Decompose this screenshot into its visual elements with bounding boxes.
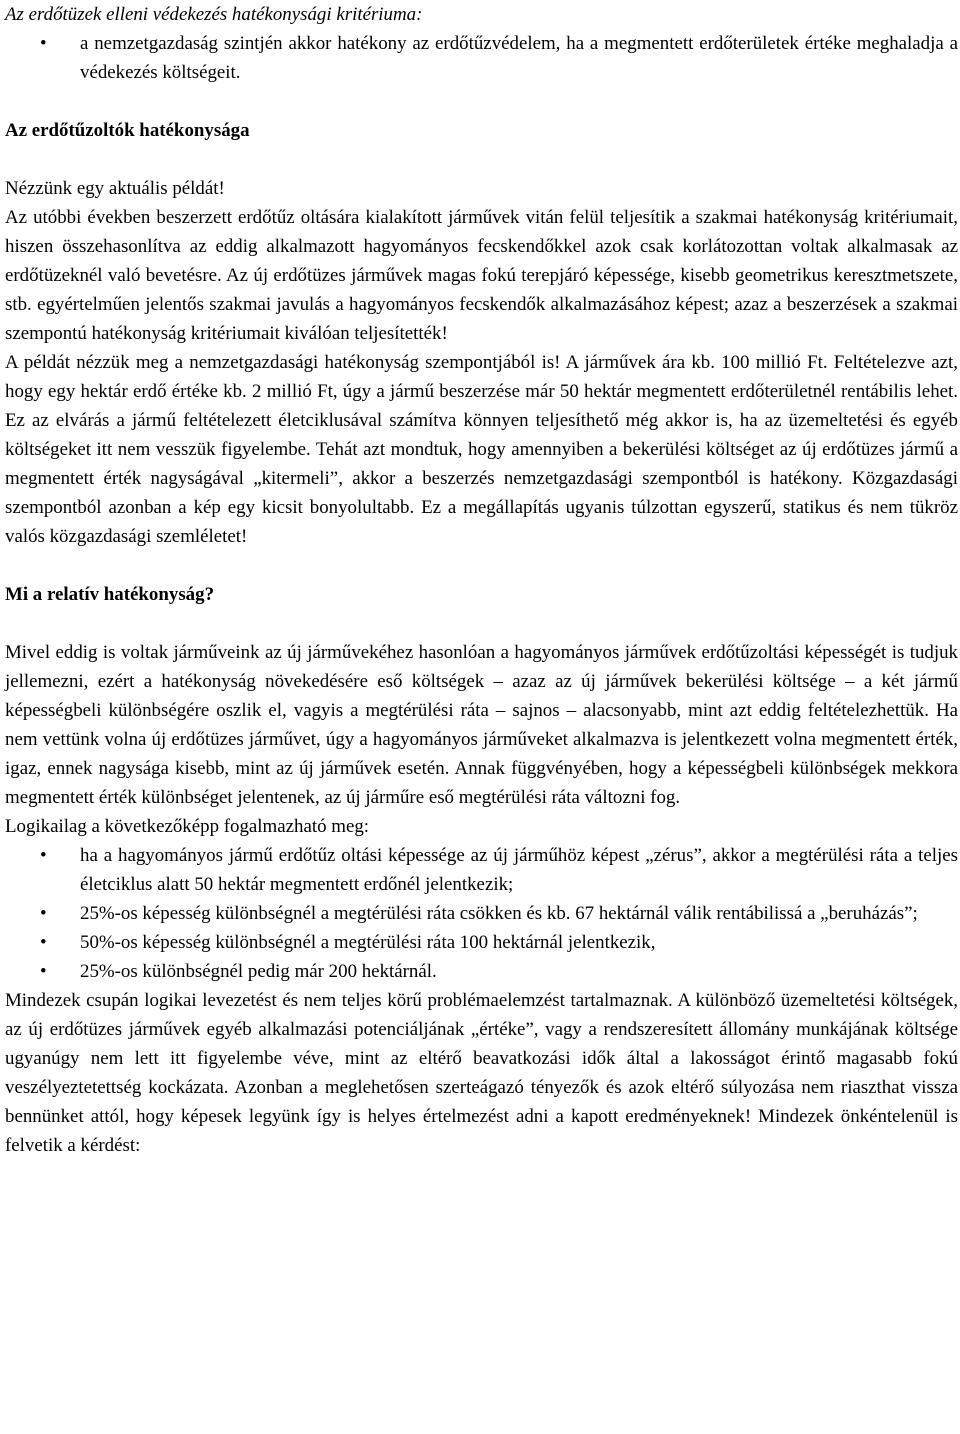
section1-bullet-list <box>5 29 958 87</box>
section3-paragraph-1: Mivel eddig is voltak járműveink az új járművekéhez hasonlóan a hagyományos járművek erdőtűzoltási képességét is tudjuk jellemezni, ezért a hatékonyság növekedésére eső költségek – azaz az új járművek bekerülési költsége – a két jármű képességbeli különbségére oszlik el, vagyis a megtérülési ráta – sajnos – alacsonyabb, mint azt eddig feltételezhettük. Ha nem vettünk volna új erdőtüzes járművet, úgy a hagyományos járműveket alkalmazva is jelentkezett volna megmentett érték, igaz, ennek nagysága kisebb, mint az új járművek esetén. Annak függvényében, hogy a képességbeli különbségek mekkora megmentett érték különbséget jelentenek, az új járműre eső megtérülési ráta változni fog. <box>5 642 958 808</box>
list-item <box>5 841 958 899</box>
section3-title: Mi a relatív hatékonyság? <box>5 584 215 605</box>
bullet-icon: • <box>40 961 47 982</box>
section2-title: Az erdőtűzoltók hatékonysága <box>5 120 250 141</box>
list-item <box>5 928 958 957</box>
bullet-text: 50%-os képesség különbségnél a megtérülési ráta 100 hektárnál jelentkezik, <box>80 932 656 953</box>
bullet-text: a nemzetgazdaság szintjén akkor hatékony az erdőtűzvédelem, ha a megmentett erdőterületek értéke meghaladja a védekezés költségeit. <box>80 33 958 83</box>
section1-title: Az erdőtüzek elleni védekezés hatékonysági kritériuma: <box>5 4 423 25</box>
bullet-icon: • <box>40 33 47 54</box>
bullet-icon: • <box>40 932 47 953</box>
section3-list-intro: Logikailag a következőképp fogalmazható meg: <box>5 816 370 837</box>
list-item <box>5 899 958 928</box>
section3-paragraph-2: Mindezek csupán logikai levezetést és nem teljes körű problémaelemzést tartalmaznak. A különböző üzemeltetési költségek, az új erdőtüzes járművek egyéb alkalmazási potenciáljának „értéke”, vagy a rendszeresített állomány munkájának költsége ugyanúgy nem lett itt figyelembe véve, mint az eltérő beavatkozási idők által a lakosságot érintő magasabb fokú veszélyeztetettség kockázata. Azonban a meglehetősen szerteágazó tényezők és azok eltérő súlyozása nem riaszthat vissza bennünket attól, hogy képesek legyünk így is helyes értelmezést adni a kapott eredményeknek! Mindezek önkéntelenül is felvetik a kérdést: <box>5 990 958 1156</box>
bullet-text: ha a hagyományos jármű erdőtűz oltási képessége az új járműhöz képest „zérus”, akkor a megtérülési ráta a teljes életciklus alatt 50 hektár megmentett erdőnél jelentkezik; <box>80 845 958 895</box>
bullet-icon: • <box>40 845 47 866</box>
bullet-icon: • <box>40 903 47 924</box>
section2-paragraph-1: Az utóbbi években beszerzett erdőtűz oltására kialakított járművek vitán felül teljesítik a szakmai hatékonyság kritériumait, hiszen összehasonlítva az eddig alkalmazott hagyományos fecskendőkkel azok csak korlátozottan voltak alkalmasak az erdőtüzeknél való bevetésre. Az új erdőtüzes járművek magas fokú terepjáró képessége, kisebb geometrikus keresztmetszete, stb. egyértelműen jelentős szakmai javulás a hagyományos fecskendők alkalmazásához képest; azaz a beszerzések a szakmai szempontú hatékonyság kritériumait kiválóan teljesítették! <box>5 207 958 344</box>
list-item <box>5 29 958 87</box>
bullet-text: 25%-os különbségnél pedig már 200 hektárnál. <box>80 961 437 982</box>
list-item <box>5 957 958 986</box>
section2-paragraph-2: A példát nézzük meg a nemzetgazdasági hatékonyság szempontjából is! A járművek ára kb. 100 millió Ft. Feltételezve azt, hogy egy hektár erdő értéke kb. 2 millió Ft, úgy a jármű beszerzése már 50 hektár megmentett erdőterületnél rentábilis lehet. Ez az elvárás a jármű feltételezett életciklusával számítva könnyen teljesíthető még akkor is, ha az üzemeltetési és egyéb költségeket itt nem vesszük figyelembe. Tehát azt mondtuk, hogy amennyiben a bekerülési költséget az új erdőtüzes jármű a megmentett érték nagyságával „kitermeli”, akkor a beszerzés nemzetgazdasági szempontból is hatékony. Közgazdasági szempontból azonban a kép egy kicsit bonyolultabb. Ez a megállapítás ugyanis túlzottan egyszerű, statikus és nem tükröz valós közgazdasági szemléletet! <box>5 352 958 547</box>
section3-bullet-list <box>5 841 958 986</box>
document-page <box>5 0 958 1160</box>
section2-lead: Nézzünk egy aktuális példát! <box>5 178 225 199</box>
bullet-text: 25%-os képesség különbségnél a megtérülési ráta csökken és kb. 67 hektárnál válik rentábilissá a „beruházás”; <box>80 903 918 924</box>
